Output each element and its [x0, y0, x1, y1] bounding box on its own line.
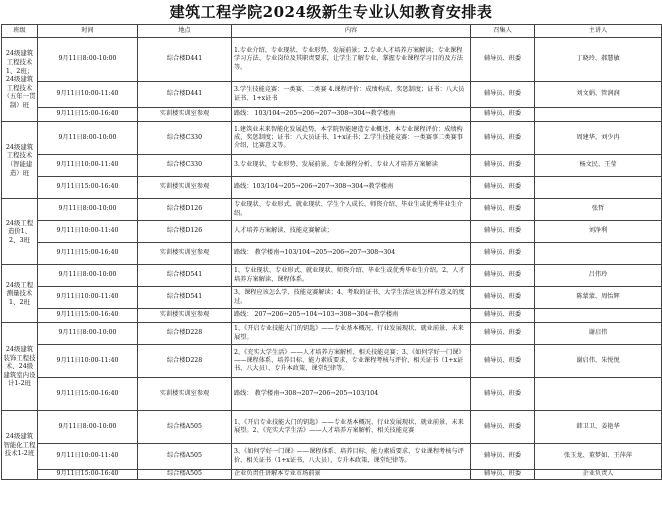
organizer-cell: 辅导员、班委 — [471, 177, 535, 199]
content-cell: 1、专业现状、专业形式、就业现状、师资介绍、毕业生或优秀毕业生介绍。2、人才培养方案解读、课程体系。 — [232, 265, 471, 287]
organizer-cell: 辅导员、班委 — [471, 345, 535, 378]
lecturer-cell — [535, 177, 662, 199]
content-cell: 3、《如何学好一门课》——课程体系、培养目标、能力素质要求、专业课程考核与评价、相关证书（1+x证书、八大员）、专升本政策、课堂纪律等。 — [232, 444, 471, 470]
organizer-cell: 辅导员、班委 — [471, 38, 535, 82]
content-cell: 1、《开启专业技能大门的钥匙》——专业基本概况、行业发展现状、就业前景、未来展望。2、《充实大学生活》——人才培养方案解析、相关技能竞赛 — [232, 411, 471, 444]
content-cell: 3、课程应该怎么学、技能竞赛解读；4、考取的证书、大学生活应该怎样有意义的度过。 — [232, 287, 471, 309]
place-cell: 实训楼实训室参观 — [138, 177, 232, 199]
time-cell: 9月11日8:00-10:00 — [38, 199, 138, 221]
time-cell: 9月11日10:00-11:40 — [38, 444, 138, 470]
header-place: 地点 — [138, 25, 232, 38]
lecturer-cell: 谢启伟、朱悦悦 — [535, 345, 662, 378]
place-cell: 综合楼C330 — [138, 155, 232, 177]
organizer-cell: 辅导员、班委 — [471, 470, 535, 480]
time-cell: 9月11日15:00-16:40 — [38, 470, 138, 480]
class-group-cell: 24级建筑工程技术1、2班；24级建筑工程技术（五年一贯制）班 — [2, 38, 38, 122]
content-cell: 路线： 207→206→205→104→103→308→304→教学楼南 — [232, 309, 471, 323]
content-cell: 3.专业现状、专业形势、发展前景。专业课程分析、专业人才培养方案解读 — [232, 155, 471, 177]
time-cell: 9月11日8:00-10:00 — [38, 38, 138, 82]
organizer-cell: 辅导员、班委 — [471, 108, 535, 122]
header-organizer: 召集人 — [471, 25, 535, 38]
content-cell: 1.建筑业未来智能化发展趋势，本学院智能建造专业概述，本专业课程评价：成绩构成，奖惩制度；证书：八大员证书、1+x证书；2.学生技能竞赛：一类赛事二类赛事介绍，比赛意义等。 — [232, 122, 471, 155]
content-cell: 3.学生技能竞赛：一类赛、二类赛 4.课程评价：成绩构成、奖惩制度；证书：八大员证书、1+x证书 — [232, 82, 471, 108]
organizer-cell: 辅导员、班委 — [471, 221, 535, 243]
time-cell: 9月11日10:00-11:40 — [38, 345, 138, 378]
lecturer-cell: 刘净利 — [535, 221, 662, 243]
table-row — [2, 309, 662, 323]
lecturer-cell: 吕伟玲 — [535, 265, 662, 287]
content-cell: 企业负责任讲解本专业市场前景 — [232, 470, 471, 480]
content-cell: 路线： 教学楼南→308→207→206→205→103/104 — [232, 378, 471, 411]
lecturer-cell: 张玉龙、董梦如、王萍萍 — [535, 444, 662, 470]
table-row — [2, 265, 662, 287]
organizer-cell: 辅导员、班委 — [471, 199, 535, 221]
page-title: 建筑工程学院2024级新生专业认知教育安排表 — [169, 3, 493, 21]
organizer-cell: 辅导员、班委 — [471, 155, 535, 177]
organizer-cell: 辅导员、班委 — [471, 287, 535, 309]
header-group: 班级 — [2, 25, 38, 38]
lecturer-cell: 谢启伟 — [535, 323, 662, 345]
time-cell: 9月11日15:00-16:40 — [38, 309, 138, 323]
place-cell: 综合楼D541 — [138, 265, 232, 287]
time-cell: 9月11日15:00-16:40 — [38, 378, 138, 411]
lecturer-cell: 企业负责人 — [535, 470, 662, 480]
table-header-row — [2, 25, 662, 38]
table-row — [2, 470, 662, 480]
time-cell: 9月11日8:00-10:00 — [38, 323, 138, 345]
time-cell: 9月11日10:00-11:40 — [38, 221, 138, 243]
time-cell: 9月11日10:00-11:40 — [38, 82, 138, 108]
organizer-cell: 辅导员、班委 — [471, 444, 535, 470]
lecturer-cell — [535, 243, 662, 265]
table-row — [2, 82, 662, 108]
organizer-cell: 辅导员、班委 — [471, 309, 535, 323]
organizer-cell: 辅导员、班委 — [471, 243, 535, 265]
table-row — [2, 411, 662, 444]
class-group-cell: 24级工程测量技术1、2班 — [2, 265, 38, 323]
table-row — [2, 108, 662, 122]
table-row — [2, 287, 662, 309]
place-cell: 综合楼D126 — [138, 221, 232, 243]
header-time: 时间 — [38, 25, 138, 38]
table-row — [2, 378, 662, 411]
lecturer-cell: 周建华、刘少冉 — [535, 122, 662, 155]
header-lecturer: 主讲人 — [535, 25, 662, 38]
lecturer-cell: 韩卫卫、姜艳华 — [535, 411, 662, 444]
place-cell: 综合楼A505 — [138, 411, 232, 444]
table-row — [2, 323, 662, 345]
time-cell: 9月11日15:00-16:40 — [38, 177, 138, 199]
organizer-cell: 辅导员、班委 — [471, 122, 535, 155]
content-cell: 路线： 103/104→205→206→207→308→304→教学楼南 — [232, 108, 471, 122]
place-cell: 综合楼A505 — [138, 444, 232, 470]
table-row — [2, 122, 662, 155]
lecturer-cell: 丁晓玲、郝慧敏 — [535, 38, 662, 82]
time-cell: 9月11日10:00-11:40 — [38, 287, 138, 309]
organizer-cell: 辅导员、班委 — [471, 411, 535, 444]
lecturer-cell: 张哲 — [535, 199, 662, 221]
place-cell: 综合楼A505 — [138, 470, 232, 480]
lecturer-cell — [535, 108, 662, 122]
place-cell: 综合楼D228 — [138, 345, 232, 378]
class-group-cell: 24级建筑工程技术（智能建造）班 — [2, 122, 38, 199]
place-cell: 实训楼实训室参观 — [138, 378, 232, 411]
table-row — [2, 243, 662, 265]
content-cell: 专业现状、专业形式、就业现状、学生个人成长、师资介绍、毕业生或优秀毕业生介绍。 — [232, 199, 471, 221]
schedule-table — [1, 24, 662, 480]
place-cell: 实训楼实训室参观 — [138, 243, 232, 265]
organizer-cell: 辅导员、班委 — [471, 82, 535, 108]
place-cell: 综合楼D441 — [138, 82, 232, 108]
lecturer-cell: 杨文民、王莹 — [535, 155, 662, 177]
table-row — [2, 38, 662, 82]
time-cell: 9月11日8:00-10:00 — [38, 265, 138, 287]
place-cell: 实训楼实训室参观 — [138, 108, 232, 122]
table-row — [2, 444, 662, 470]
place-cell: 综合楼D126 — [138, 199, 232, 221]
time-cell: 9月11日15:00-16:40 — [38, 243, 138, 265]
lecturer-cell: 刘文娟、管润润 — [535, 82, 662, 108]
table-row — [2, 199, 662, 221]
organizer-cell: 辅导员、班委 — [471, 378, 535, 411]
time-cell: 9月11日8:00-10:00 — [38, 122, 138, 155]
content-cell: 路线： 教学楼南→103/104→205→206→207→308→304 — [232, 243, 471, 265]
table-row — [2, 345, 662, 378]
table-row — [2, 155, 662, 177]
lecturer-cell — [535, 378, 662, 411]
place-cell: 综合楼D441 — [138, 38, 232, 82]
header-content: 内容 — [232, 25, 471, 38]
place-cell: 综合楼D541 — [138, 287, 232, 309]
lecturer-cell — [535, 309, 662, 323]
content-cell: 人才培养方案解读、技能竞赛解读； — [232, 221, 471, 243]
lecturer-cell: 陈蒙蒙、周怡辉 — [535, 287, 662, 309]
place-cell: 综合楼D228 — [138, 323, 232, 345]
place-cell: 实训楼实训室参观 — [138, 309, 232, 323]
class-group-cell: 24级建筑装饰工程技术、24级建筑室内设计1-2班 — [2, 323, 38, 411]
table-row — [2, 221, 662, 243]
class-group-cell: 24级工程造价1、2、3班 — [2, 199, 38, 265]
place-cell: 综合楼C330 — [138, 122, 232, 155]
content-cell: 2、《充实大学生活》——人才培养方案解析、相关技能竞赛；3、《如何学好一门课》——课程体系、培养目标、能力素质要求、专业课程考核与评价、相关证书（1+x证书、八大员）、专升本政策、课堂纪律等。 — [232, 345, 471, 378]
organizer-cell: 辅导员、班委 — [471, 323, 535, 345]
time-cell: 9月11日15:00-16:40 — [38, 108, 138, 122]
time-cell: 9月11日8:00-10:00 — [38, 411, 138, 444]
class-group-cell: 24级建筑智能化工程技术1-2班 — [2, 411, 38, 480]
content-cell: 1.专业介绍、专业现状、专业形势、发展前景；2.专业人才培养方案解读；专业课程学习方法、专业岗位及其职责要求，让学生了解专业、掌握专业课程学习目的及方法等。 — [232, 38, 471, 82]
organizer-cell: 辅导员、班委 — [471, 265, 535, 287]
content-cell: 1、《开启专业技能大门的钥匙》——专业基本概况、行业发展现状、就业前景、未来展望。 — [232, 323, 471, 345]
content-cell: 路线：103/104→205→206→207→308→304→教学楼南 — [232, 177, 471, 199]
time-cell: 9月11日10:00-11:40 — [38, 155, 138, 177]
table-row — [2, 177, 662, 199]
